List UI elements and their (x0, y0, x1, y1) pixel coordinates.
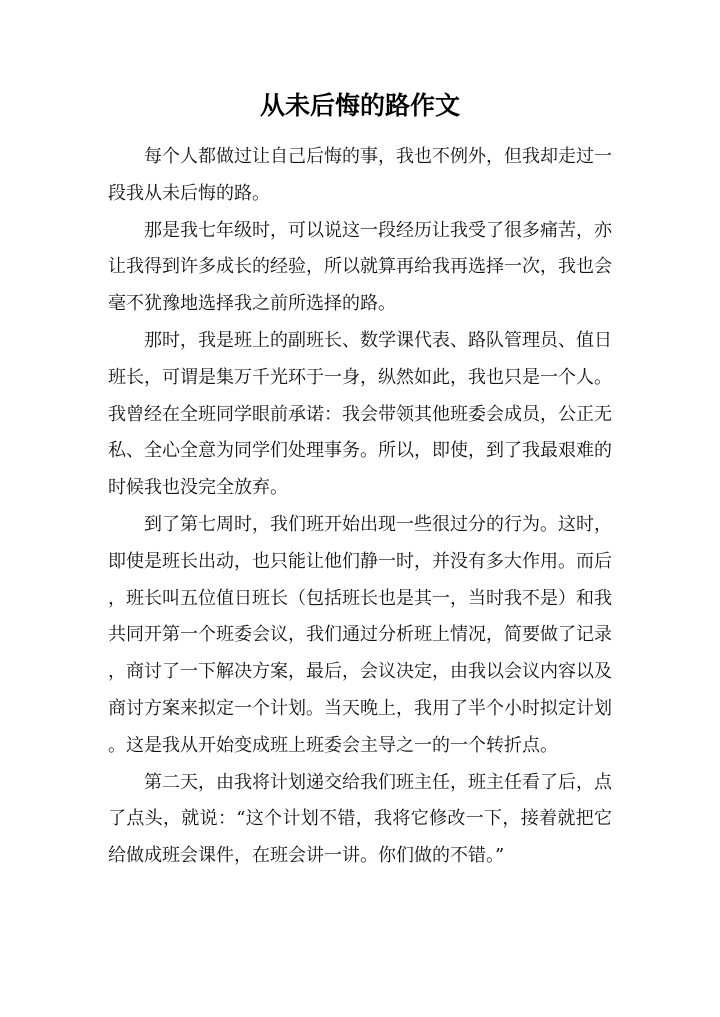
document-title: 从未后悔的路作文 (259, 91, 460, 120)
paragraph-2: 那是我七年级时，可以说这一段经历让我受了很多痛苦，亦让我得到许多成长的经验，所以就算再给我再选择一次，我也会毫不犹豫地选择我之前所选择的路。 (108, 219, 612, 315)
paragraph-1: 每个人都做过让自己后悔的事，我也不例外，但我却走过一段我从未后悔的路。 (108, 146, 612, 204)
paragraph-5: 第二天，由我将计划递交给我们班主任，班主任看了后，点了点头，就说：“这个计划不错，我将它修改一下，接着就把它给做成班会课件，在班会讲一讲。你们做的不错。” (108, 771, 612, 867)
paragraph-4: 到了第七周时，我们班开始出现一些很过分的行为。这时，即使是班长出动，也只能让他们静一时，并没有多大作用。而后，班长叫五位值日班长（包括班长也是其一，当时我不是）和我共同开第一个班委会议，我们通过分析班上情况，简要做了记录，商讨了一下解决方案，最后，会议决定，由我以会议内容以及商讨方案来拟定一个计划。当天晚上，我用了半个小时拟定计划。这是我从开始变成班上班委会主导之一的一个转折点。 (108, 513, 612, 756)
paragraph-3: 那时，我是班上的副班长、数学课代表、路队管理员、值日班长，可谓是集万千光环于一身，纵然如此，我也只是一个人。我曾经在全班同学眼前承诺：我会带领其他班委会成员，公正无私、全心全意为同学们处理事务。所以，即使，到了我最艰难的时候我也没完全放弃。 (108, 329, 612, 499)
document-body (108, 139, 612, 875)
